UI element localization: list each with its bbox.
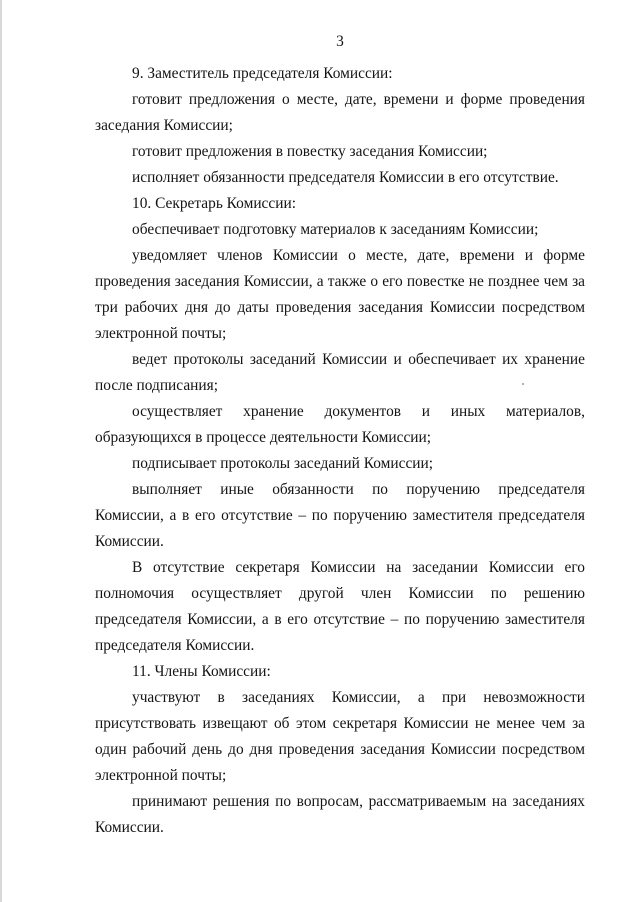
paragraph: выполняет иные обязанности по поручению председателя Комиссии, а в его отсутствие – по поручению заместителя председателя Комиссии. — [95, 481, 585, 550]
paragraph: принимают решения по вопросам, рассматриваемым на заседаниях Комиссии. — [95, 793, 585, 836]
section-11-heading: 11. Члены Комиссии: — [132, 663, 271, 680]
document-body — [95, 61, 585, 841]
paragraph: осуществляет хранение документов и иных материалов, образующихся в процессе деятельности Комиссии; — [95, 403, 585, 446]
paragraph: готовит предложения о месте, дате, времени и форме проведения заседания Комиссии; — [95, 91, 585, 134]
paragraph: ведет протоколы заседаний Комиссии и обеспечивает их хранение после подписания; — [95, 351, 585, 394]
paragraph: уведомляет членов Комиссии о месте, дате, времени и форме проведения заседания Комиссии, а также о его повестке не позднее чем за три рабочих дня до даты проведения заседания Комиссии посредством электронной почты; — [95, 247, 585, 342]
paragraph: обеспечивает подготовку материалов к заседаниям Комиссии; — [132, 221, 539, 238]
paragraph: участвуют в заседаниях Комиссии, а при невозможности присутствовать извещают об этом секретаря Комиссии не менее чем за один рабочий день до дня проведения заседания Комиссии посредством электронной почты; — [95, 689, 585, 784]
scan-speck — [522, 383, 524, 385]
paragraph: В отсутствие секретаря Комиссии на заседании Комиссии его полномочия осуществляет другой член Комиссии по решению председателя Комиссии, а в его отсутствие – по поручению заместителя председателя Комиссии. — [95, 559, 585, 654]
section-10-heading: 10. Секретарь Комиссии: — [132, 195, 296, 212]
paragraph: готовит предложения в повестку заседания Комиссии; — [132, 143, 488, 160]
section-9-heading: 9. Заместитель председателя Комиссии: — [132, 65, 393, 82]
paragraph: подписывает протоколы заседаний Комиссии; — [132, 455, 434, 472]
page-number: 3 — [336, 33, 344, 50]
scan-edge — [0, 0, 2, 902]
paragraph: исполняет обязанности председателя Комиссии в его отсутствие. — [132, 169, 559, 186]
